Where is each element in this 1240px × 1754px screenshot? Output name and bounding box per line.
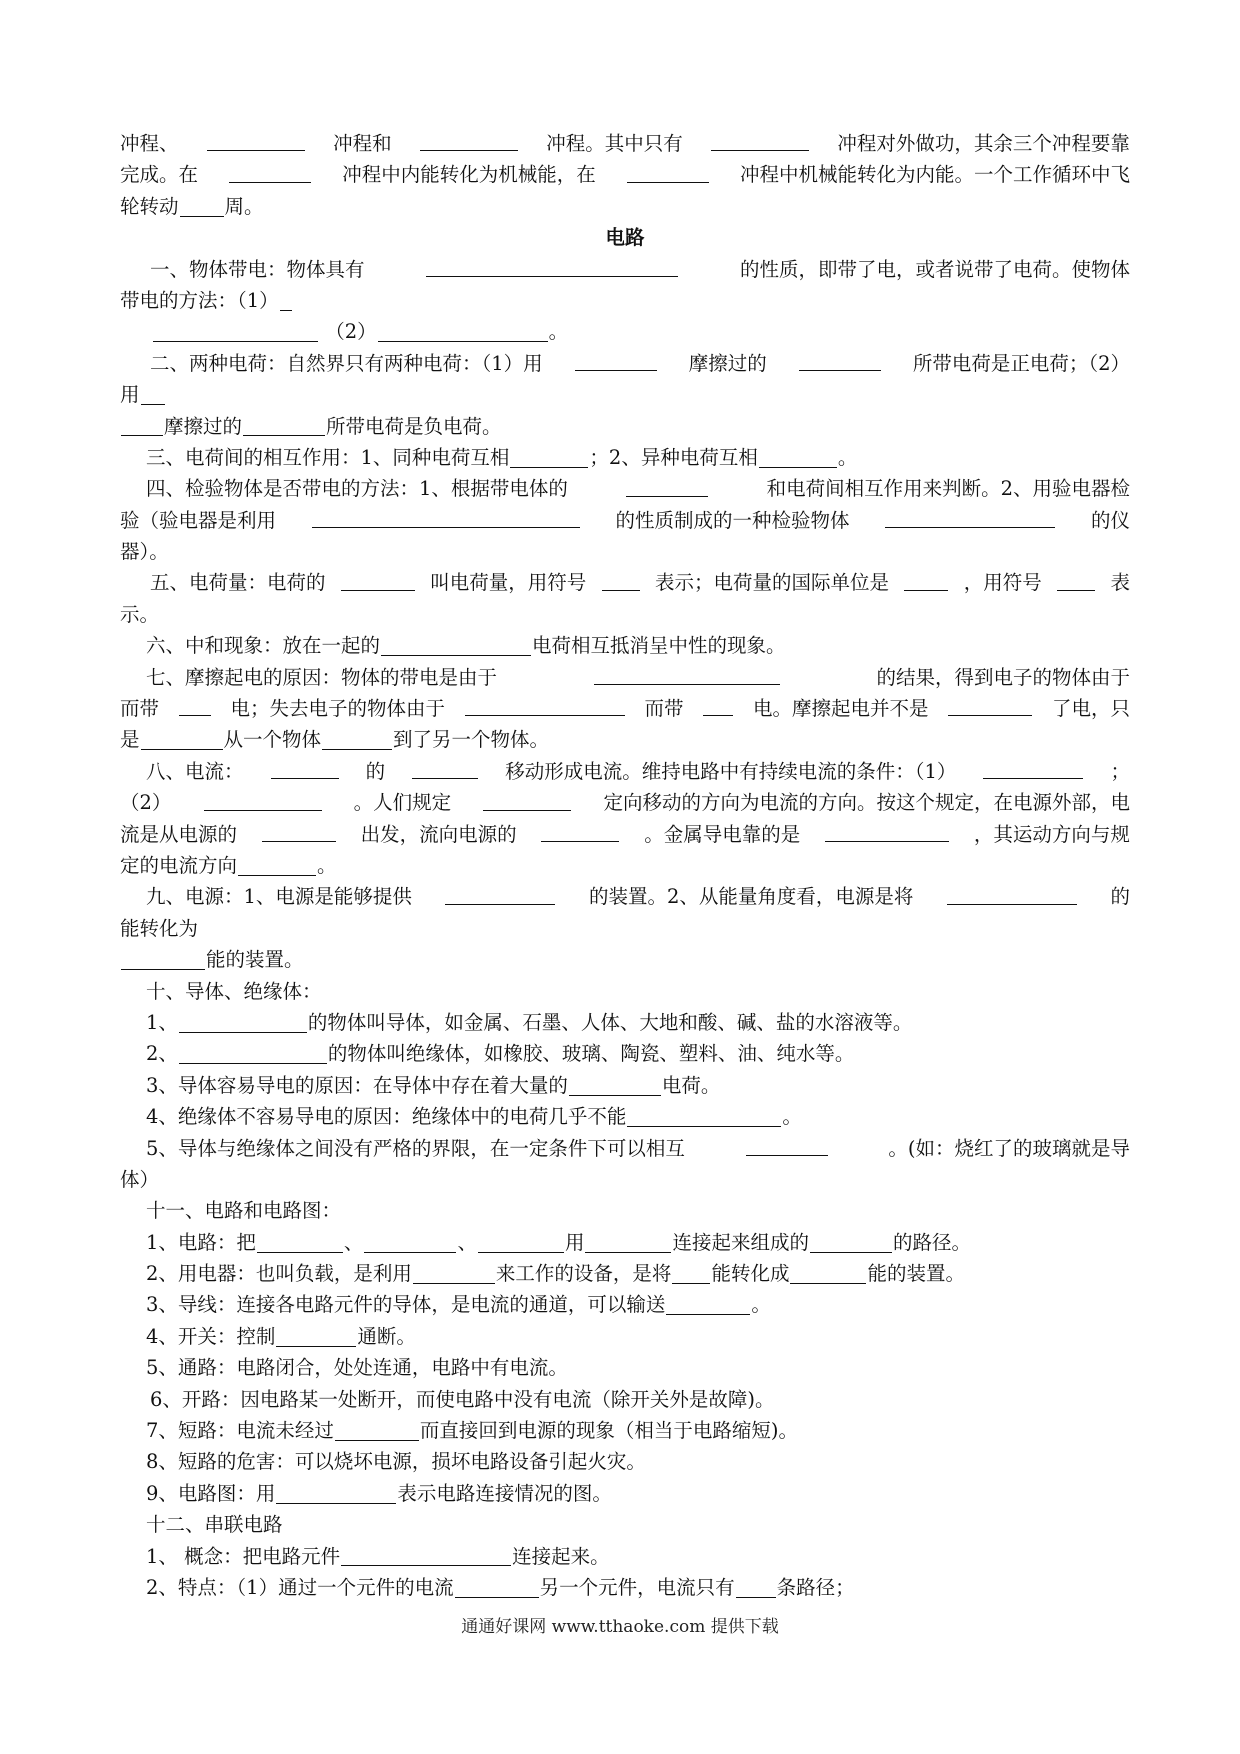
text: 电；失去电子的物体由于	[230, 697, 445, 721]
line	[120, 1101, 1130, 1132]
line	[120, 881, 1130, 912]
line	[120, 724, 1130, 755]
blank	[121, 947, 205, 970]
blank	[322, 727, 392, 750]
blank	[585, 1229, 671, 1252]
text: ，用符号	[963, 571, 1042, 595]
line	[120, 630, 1130, 661]
text: 三、电荷间的相互作用：1、同种电荷互相	[146, 445, 510, 469]
line	[120, 411, 1130, 442]
text: ，其运动方向与规	[973, 822, 1130, 846]
text: 带电的方法：（1）	[120, 288, 279, 312]
text: 能的装置。	[206, 948, 304, 972]
blank	[810, 1229, 892, 1252]
blank	[381, 633, 531, 656]
blank	[276, 1480, 396, 1503]
blank	[420, 128, 518, 151]
line	[120, 1415, 1130, 1446]
blank	[983, 756, 1083, 779]
line	[120, 819, 1130, 850]
text: 用	[564, 1230, 585, 1254]
document-page	[120, 128, 1130, 1603]
line	[120, 1384, 1130, 1415]
text: 六、中和现象：放在一起的	[146, 634, 381, 658]
text: 通断。	[357, 1324, 416, 1348]
text: 。	[317, 853, 337, 877]
blank	[478, 1229, 564, 1252]
blank	[626, 473, 708, 496]
blank	[412, 756, 478, 779]
blank	[413, 1261, 495, 1284]
text: 移动形成电流。维持电路中有持续电流的条件：（1）	[505, 759, 957, 783]
line	[120, 693, 1130, 724]
text: 体）	[120, 1167, 160, 1191]
blank	[280, 287, 292, 310]
text: 到了另一个物体。	[393, 728, 550, 752]
blank	[746, 1133, 828, 1156]
text: 器）。	[120, 540, 169, 564]
text: 1、 概念：把电路元件	[146, 1544, 341, 1568]
line	[120, 913, 1130, 944]
text: 能的装置。	[867, 1262, 965, 1286]
blank	[759, 444, 837, 467]
text: 连接起来。	[512, 1544, 610, 1568]
blank	[627, 159, 709, 182]
text: 2、特点：（1）通过一个元件的电流	[146, 1575, 454, 1599]
blank	[312, 505, 580, 528]
line	[120, 756, 1130, 787]
line	[120, 1007, 1130, 1038]
text: 冲程。其中只有	[546, 132, 683, 155]
line	[120, 1321, 1130, 1352]
line	[120, 567, 1130, 598]
line	[120, 285, 1130, 316]
text: 冲程、	[120, 132, 179, 155]
blank	[207, 128, 305, 151]
text: 5、通路：电路闭合，处处连通，电路中有电流。	[146, 1356, 568, 1380]
blank	[243, 413, 325, 436]
text: 。	[548, 320, 569, 344]
line	[120, 944, 1130, 975]
text: 和电荷间相互作用来判断。2、用验电器检	[766, 477, 1130, 501]
blank	[179, 1009, 307, 1032]
text: 十、导体、绝缘体：	[146, 979, 322, 1003]
text: 。金属导电靠的是	[644, 822, 801, 846]
text: 另一个元件，电流只有	[539, 1575, 735, 1599]
blank	[276, 1323, 356, 1346]
text: 5、导体与绝缘体之间没有严格的界限，在一定条件下可以相互	[146, 1136, 685, 1160]
blank	[179, 693, 211, 716]
text: 从一个物体	[223, 728, 322, 752]
text: 6、开路：因电路某一处断开，而使电路中没有电流（除开关外是故障)。	[150, 1387, 775, 1411]
blank	[445, 881, 555, 904]
text: 叫电荷量，用符号	[430, 571, 587, 595]
text: ；	[1110, 759, 1130, 783]
line	[120, 316, 1130, 347]
line	[120, 1509, 1130, 1540]
text: 完成。在	[120, 163, 199, 187]
blank	[711, 128, 809, 151]
text: 的物体叫导体，如金属、石墨、人体、大地和酸、碱、盐的水溶液等。	[307, 1010, 913, 1034]
text: （2）	[325, 320, 377, 344]
text: 电。摩擦起电并不是	[752, 697, 929, 721]
line	[120, 1038, 1130, 1069]
text: 流是从电源的	[120, 822, 238, 846]
text: 所带电荷是正电荷；（2）	[912, 351, 1130, 375]
blank	[335, 1417, 419, 1440]
text: 、	[457, 1230, 477, 1254]
text: 周。	[224, 194, 264, 218]
blank	[257, 1229, 343, 1252]
text: 的仪	[1090, 508, 1130, 532]
line	[120, 1289, 1130, 1320]
line	[120, 159, 1130, 190]
blank	[627, 1104, 781, 1127]
blank	[426, 254, 678, 277]
text: （2）	[120, 791, 172, 815]
blank	[364, 1229, 456, 1252]
text: 定向移动的方向为电流的方向。按这个规定，在电源外部，电	[603, 791, 1130, 815]
text: 是	[120, 728, 140, 752]
line	[120, 1227, 1130, 1258]
blank	[602, 567, 640, 590]
text: 十二、串联电路	[146, 1513, 283, 1537]
text: 表	[1110, 571, 1130, 595]
text: 四、检验物体是否带电的方法：1、根据带电体的	[146, 477, 568, 501]
text: 轮转动	[120, 194, 179, 218]
text: 一、物体带电：物体具有	[150, 257, 365, 281]
text: 4、开关：控制	[146, 1324, 276, 1348]
blank	[271, 756, 339, 779]
text: 五、电荷量：电荷的	[150, 571, 326, 595]
line	[120, 254, 1130, 285]
line	[120, 1070, 1130, 1101]
blank	[799, 348, 881, 371]
line	[120, 348, 1130, 379]
text: 的	[1110, 885, 1130, 909]
text: 1、电路：把	[146, 1230, 256, 1254]
blank	[947, 881, 1077, 904]
text: 冲程对外做功，其余三个冲程要靠	[837, 132, 1130, 155]
text: 表示；电荷量的国际单位是	[654, 571, 889, 595]
text: 条路径；	[776, 1575, 855, 1599]
text: 2、用电器：也叫负载，是利用	[146, 1262, 412, 1286]
text: 所带电荷是负电荷。	[326, 414, 502, 438]
text: 来工作的设备，是将	[495, 1262, 672, 1286]
text: 能转化为	[120, 916, 199, 940]
line	[120, 1541, 1130, 1572]
blank	[378, 319, 548, 342]
text: 7、短路：电流未经过	[146, 1419, 334, 1443]
line	[120, 191, 1130, 222]
text: 、	[343, 1230, 364, 1254]
text: 的性质，即带了电，或者说带了电荷。使物体	[739, 257, 1130, 281]
text: 而带	[644, 697, 684, 721]
line	[120, 1446, 1130, 1477]
blank	[666, 1292, 750, 1315]
line	[120, 1478, 1130, 1509]
line	[120, 787, 1130, 818]
line	[120, 599, 1130, 630]
line	[120, 976, 1130, 1007]
text: 1、	[146, 1010, 178, 1034]
text: 4、绝缘体不容易导电的原因：绝缘体中的电荷几乎不能	[146, 1105, 627, 1129]
text: 摩擦过的	[688, 351, 767, 375]
text: 电荷。	[661, 1073, 721, 1097]
text: 七、摩擦起电的原因：物体的带电是由于	[146, 665, 498, 689]
text: 二、两种电荷：自然界只有两种电荷：（1）用	[150, 351, 543, 375]
blank	[825, 819, 949, 842]
text: 。	[782, 1105, 802, 1129]
text: 。(如：烧红了的玻璃就是导	[888, 1136, 1130, 1160]
blank	[180, 193, 224, 216]
text: 9、电路图：用	[146, 1481, 276, 1505]
line	[120, 1164, 1130, 1195]
text: 出发，流向电源的	[360, 822, 517, 846]
blank	[121, 413, 163, 436]
blank	[341, 567, 415, 590]
text: 。人们规定	[353, 791, 452, 815]
text: 定的电流方向	[120, 853, 238, 877]
text: 用	[120, 383, 140, 407]
line	[120, 128, 1130, 159]
blank	[885, 505, 1055, 528]
line	[120, 505, 1130, 536]
blank	[204, 787, 322, 810]
blank	[904, 567, 948, 590]
blank	[179, 1041, 327, 1064]
text: 九、电源：1、电源是能够提供	[146, 885, 412, 909]
blank	[262, 819, 336, 842]
text: 了电，只	[1051, 697, 1130, 721]
blank	[736, 1574, 776, 1597]
text: 。	[837, 445, 858, 469]
text: 电荷相互抵消呈中性的现象。	[532, 634, 786, 658]
text: 而直接回到电源的现象（相当于电路缩短)。	[419, 1419, 799, 1443]
line	[120, 1258, 1130, 1289]
blank	[594, 662, 780, 685]
line	[120, 1133, 1130, 1164]
blank	[141, 727, 223, 750]
text: 冲程中内能转化为机械能，在	[342, 163, 596, 187]
line	[120, 1572, 1130, 1603]
line	[120, 379, 1130, 410]
blank	[141, 382, 165, 405]
blank	[483, 787, 571, 810]
text: 的路径。	[892, 1230, 971, 1254]
blank	[575, 348, 657, 371]
text: 验（验电器是利用	[120, 508, 277, 532]
text: 冲程中机械能转化为内能。一个工作循环中飞	[739, 163, 1130, 187]
blank	[153, 319, 318, 342]
text: 3、导线：连接各电路元件的导体，是电流的通道，可以输送	[146, 1293, 666, 1317]
text: 的性质制成的一种检验物体	[615, 508, 850, 532]
text: 表示电路连接情况的图。	[397, 1481, 612, 1505]
line	[120, 850, 1130, 881]
text: ；2、异种电荷互相	[589, 445, 758, 469]
text: 3、导体容易导电的原因：在导体中存在着大量的	[146, 1073, 568, 1097]
blank	[341, 1543, 511, 1566]
blank	[672, 1261, 710, 1284]
text: 冲程和	[333, 132, 392, 155]
blank	[465, 693, 625, 716]
section-title: 电路	[605, 226, 645, 250]
line	[120, 536, 1130, 567]
text: 连接起来组成的	[672, 1230, 809, 1254]
blank	[790, 1261, 866, 1284]
blank	[455, 1574, 539, 1597]
blank	[1057, 567, 1095, 590]
line	[120, 442, 1130, 473]
blank	[238, 852, 316, 875]
blank	[948, 693, 1032, 716]
text: 十一、电路和电路图：	[146, 1199, 342, 1223]
text: 摩擦过的	[164, 414, 243, 438]
text: 的物体叫绝缘体，如橡胶、玻璃、陶瓷、塑料、油、纯水等。	[327, 1042, 855, 1066]
text: 的装置。2、从能量角度看，电源是将	[588, 885, 914, 909]
blank	[569, 1072, 661, 1095]
line	[120, 473, 1130, 504]
text: 而带	[120, 697, 160, 721]
line	[120, 1195, 1130, 1226]
text: 示。	[120, 602, 160, 626]
text: 2、	[146, 1042, 178, 1066]
blank	[541, 819, 619, 842]
text: 的	[365, 759, 386, 783]
text: 。	[751, 1293, 771, 1317]
blank	[510, 444, 588, 467]
blank	[703, 693, 733, 716]
blank	[229, 159, 311, 182]
line	[120, 662, 1130, 693]
text: 能转化成	[711, 1262, 790, 1286]
page-footer: 通通好课网 www.tthaoke.com 提供下载	[461, 1617, 779, 1637]
text: 8、短路的危害：可以烧坏电源，损坏电路设备引起火灾。	[146, 1450, 646, 1474]
line	[120, 1352, 1130, 1383]
text: 八、电流：	[146, 759, 244, 783]
text: 的结果，得到电子的物体由于	[876, 665, 1130, 689]
